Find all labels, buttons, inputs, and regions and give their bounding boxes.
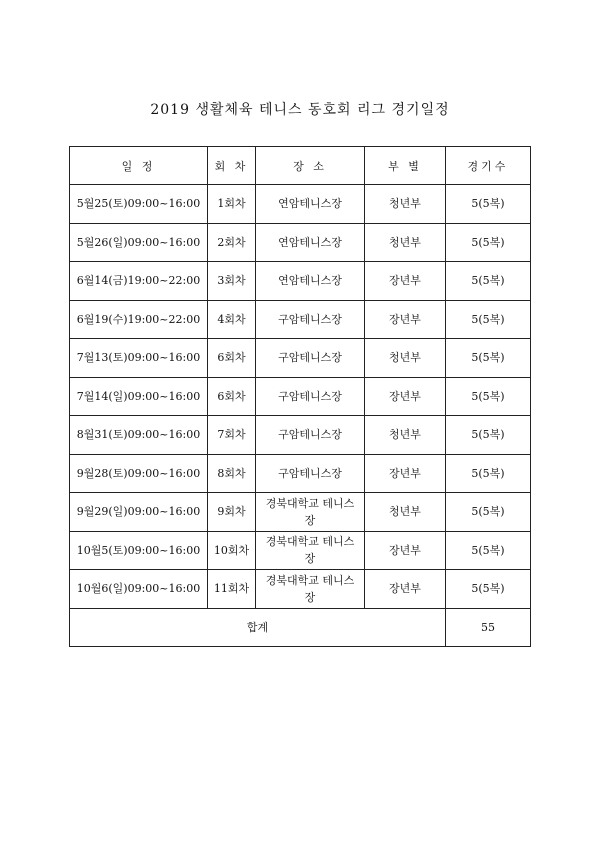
place-text: 연암테니스장 bbox=[278, 235, 342, 249]
table-row bbox=[70, 570, 531, 609]
header-place: 장 소 bbox=[256, 147, 365, 185]
cell-date: 10월5(토)09:00~16:00 bbox=[70, 531, 208, 570]
header-division: 부 별 bbox=[365, 147, 446, 185]
cell-date: 9월28(토)09:00~16:00 bbox=[70, 454, 208, 493]
cell-division: 청년부 bbox=[365, 185, 446, 224]
table-row bbox=[70, 300, 531, 339]
cell-division: 장년부 bbox=[365, 300, 446, 339]
cell-place bbox=[256, 223, 365, 262]
table-row bbox=[70, 185, 531, 224]
cell-games: 5(5복) bbox=[446, 531, 531, 570]
cell-round: 6회차 bbox=[208, 339, 256, 378]
cell-date: 6월19(수)19:00~22:00 bbox=[70, 300, 208, 339]
cell-games: 5(5복) bbox=[446, 416, 531, 455]
cell-date: 10월6(일)09:00~16:00 bbox=[70, 570, 208, 609]
document-title: 2019 생활체육 테니스 동호회 리그 경기일정 bbox=[150, 102, 450, 118]
total-row bbox=[70, 608, 531, 646]
cell-date: 7월14(일)09:00~16:00 bbox=[70, 377, 208, 416]
cell-place bbox=[256, 454, 365, 493]
cell-games: 5(5복) bbox=[446, 185, 531, 224]
cell-place bbox=[256, 416, 365, 455]
place-text: 경북대학교 테니스장 bbox=[265, 573, 355, 604]
cell-round: 9회차 bbox=[208, 493, 256, 532]
cell-round: 4회차 bbox=[208, 300, 256, 339]
cell-games: 5(5복) bbox=[446, 300, 531, 339]
cell-games: 5(5복) bbox=[446, 570, 531, 609]
cell-division: 장년부 bbox=[365, 454, 446, 493]
cell-round: 1회차 bbox=[208, 185, 256, 224]
cell-division: 장년부 bbox=[365, 377, 446, 416]
cell-round: 11회차 bbox=[208, 570, 256, 609]
place-text: 경북대학교 테니스장 bbox=[265, 496, 355, 527]
place-text: 구암테니스장 bbox=[278, 466, 342, 480]
header-date: 일 정 bbox=[70, 147, 208, 185]
place-text: 구암테니스장 bbox=[278, 428, 342, 442]
cell-date: 6월14(금)19:00~22:00 bbox=[70, 262, 208, 301]
cell-round: 7회차 bbox=[208, 416, 256, 455]
cell-round: 10회차 bbox=[208, 531, 256, 570]
cell-division: 장년부 bbox=[365, 570, 446, 609]
cell-round: 8회차 bbox=[208, 454, 256, 493]
place-text: 구암테니스장 bbox=[278, 351, 342, 365]
header-games: 경기수 bbox=[446, 147, 531, 185]
cell-date: 5월25(토)09:00~16:00 bbox=[70, 185, 208, 224]
cell-date: 8월31(토)09:00~16:00 bbox=[70, 416, 208, 455]
cell-place bbox=[256, 570, 365, 609]
table-row bbox=[70, 454, 531, 493]
cell-place bbox=[256, 262, 365, 301]
cell-games: 5(5복) bbox=[446, 223, 531, 262]
cell-games: 5(5복) bbox=[446, 493, 531, 532]
cell-division: 장년부 bbox=[365, 262, 446, 301]
cell-division: 장년부 bbox=[365, 531, 446, 570]
cell-date: 9월29(일)09:00~16:00 bbox=[70, 493, 208, 532]
schedule-table bbox=[69, 146, 531, 647]
cell-date: 5월26(일)09:00~16:00 bbox=[70, 223, 208, 262]
table-row bbox=[70, 493, 531, 532]
place-text: 경북대학교 테니스장 bbox=[265, 535, 355, 566]
table-row bbox=[70, 377, 531, 416]
cell-games: 5(5복) bbox=[446, 262, 531, 301]
cell-round: 6회차 bbox=[208, 377, 256, 416]
table-row bbox=[70, 339, 531, 378]
cell-division: 청년부 bbox=[365, 339, 446, 378]
total-value: 55 bbox=[446, 608, 531, 646]
cell-place bbox=[256, 339, 365, 378]
cell-division: 청년부 bbox=[365, 223, 446, 262]
cell-games: 5(5복) bbox=[446, 377, 531, 416]
place-text: 연암테니스장 bbox=[278, 274, 342, 288]
cell-division: 청년부 bbox=[365, 416, 446, 455]
cell-round: 3회차 bbox=[208, 262, 256, 301]
cell-place bbox=[256, 185, 365, 224]
place-text: 연암테니스장 bbox=[278, 197, 342, 211]
cell-division: 청년부 bbox=[365, 493, 446, 532]
cell-date: 7월13(토)09:00~16:00 bbox=[70, 339, 208, 378]
table-row bbox=[70, 416, 531, 455]
header-row bbox=[70, 147, 531, 185]
cell-place bbox=[256, 300, 365, 339]
cell-place bbox=[256, 493, 365, 532]
cell-place bbox=[256, 377, 365, 416]
place-text: 구암테니스장 bbox=[278, 389, 342, 403]
table-row bbox=[70, 223, 531, 262]
cell-games: 5(5복) bbox=[446, 454, 531, 493]
cell-place bbox=[256, 531, 365, 570]
table-row bbox=[70, 262, 531, 301]
total-label: 합계 bbox=[70, 608, 446, 646]
table-row bbox=[70, 531, 531, 570]
header-round: 회 차 bbox=[208, 147, 256, 185]
cell-round: 2회차 bbox=[208, 223, 256, 262]
cell-games: 5(5복) bbox=[446, 339, 531, 378]
place-text: 구암테니스장 bbox=[278, 312, 342, 326]
